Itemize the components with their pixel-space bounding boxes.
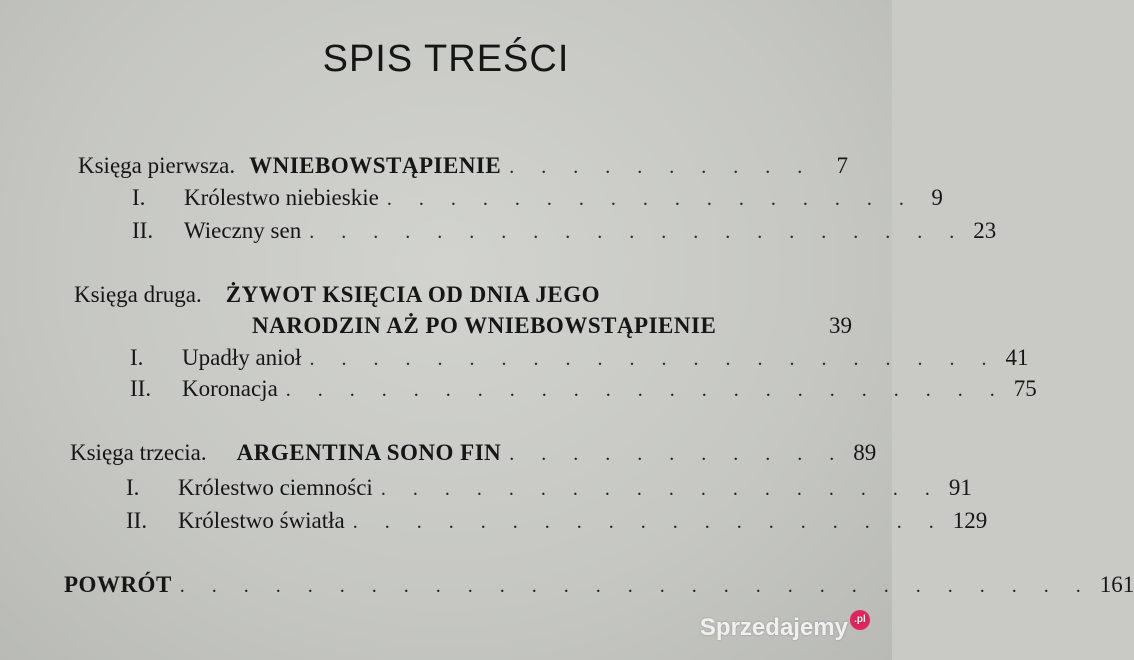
toc-entry-book-2: [74, 282, 854, 312]
chapter-title: Królestwo ciemności: [178, 475, 373, 500]
chapter-title: Upadły anioł: [182, 345, 302, 370]
chapter-number: II.: [130, 376, 152, 401]
toc-entry-book-2-continued: [252, 313, 852, 343]
leader-dots: . . . . . . . . . . . . . . . . . . . . .: [309, 221, 966, 243]
chapter-number: I.: [126, 475, 140, 500]
page-number: 23: [973, 218, 997, 243]
page-number: 129: [952, 508, 988, 533]
toc-entry-return: [64, 572, 1134, 602]
section-heading: POWRÓT: [64, 572, 172, 597]
chapter-number: II.: [132, 218, 154, 243]
chapter-number: II.: [126, 508, 148, 533]
watermark-badge: .pl: [850, 610, 870, 630]
chapter-title: Koronacja: [182, 376, 278, 401]
page-number: 91: [948, 475, 972, 500]
leader-dots: . . . . . . . . . . . . . . . . . .: [380, 478, 941, 500]
leader-dots: . . . . . . . . . . . . . . . . .: [386, 188, 915, 210]
leader-dots: . . . . . . . . . . .: [509, 443, 846, 465]
toc-entry-chapter: [130, 345, 1029, 375]
leader-dots: . . . . . . . . . . . . . . . . . . . . . . .: [285, 379, 1006, 401]
book-label: Księga druga.: [74, 282, 202, 307]
chapter-title: Królestwo światła: [178, 508, 345, 533]
page-number: 7: [836, 153, 848, 178]
watermark-text: Sprzedajemy: [699, 614, 848, 641]
page-number: 9: [931, 185, 943, 210]
page-number: 89: [853, 440, 877, 465]
leader-dots: . . . . . . . . . .: [509, 156, 814, 178]
book-heading-line-1: ŻYWOT KSIĘCIA OD DNIA JEGO: [225, 282, 601, 307]
page-number: 39: [829, 313, 852, 338]
page-number: 161: [1099, 572, 1134, 597]
leader-dots: . . . . . . . . . . . . . . . . . . . . . .: [309, 348, 998, 370]
book-heading: ARGENTINA SONO FIN: [236, 440, 502, 465]
page-number: 75: [1013, 376, 1037, 401]
page-title: SPIS TREŚCI: [322, 38, 570, 80]
leader-dots: . . . . . . . . . . . . . . . . . . . . . . . . . . . . .: [179, 575, 1092, 597]
toc-entry-chapter: [126, 508, 988, 538]
leader-dots: . . . . . . . . . . . . . . . . . . .: [352, 511, 945, 533]
page-number: 41: [1005, 345, 1029, 370]
toc-entry-chapter: [132, 218, 997, 248]
book-heading: WNIEBOWSTĄPIENIE: [249, 153, 502, 178]
watermark-logo: [700, 614, 870, 642]
toc-entry-chapter: [130, 376, 1037, 406]
book-heading-line-2: NARODZIN AŻ PO WNIEBOWSTĄPIENIE: [252, 313, 717, 338]
book-label: Księga trzecia.: [70, 440, 207, 465]
toc-entry-chapter: [132, 185, 943, 215]
toc-entry-book-1: [78, 153, 848, 183]
toc-entry-book-3: [70, 440, 877, 470]
book-label: Księga pierwsza.: [78, 153, 236, 178]
toc-entry-chapter: [126, 475, 972, 505]
chapter-number: I.: [132, 185, 146, 210]
chapter-number: I.: [130, 345, 144, 370]
chapter-title: Królestwo niebieskie: [184, 185, 379, 210]
chapter-title: Wieczny sen: [184, 218, 302, 243]
